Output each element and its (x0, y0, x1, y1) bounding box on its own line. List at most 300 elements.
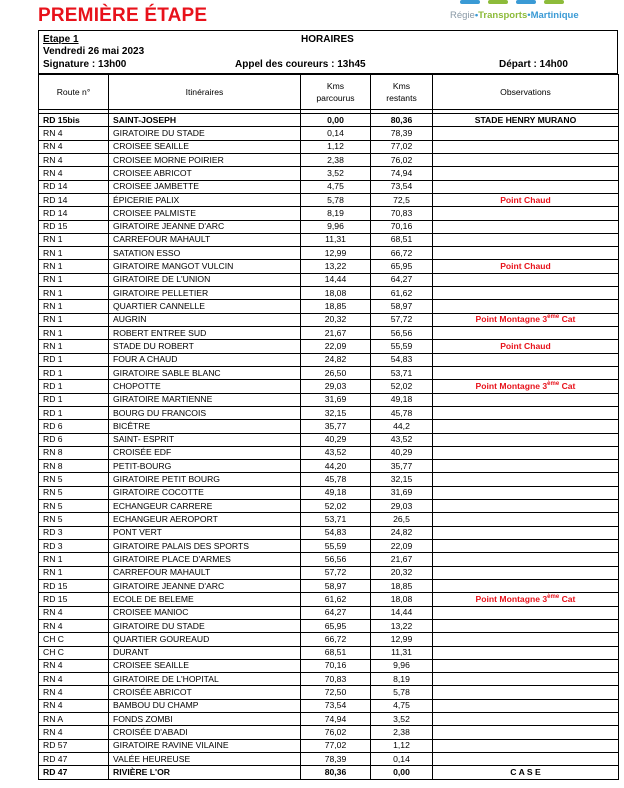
kms-parcourus-cell: 18,08 (301, 287, 371, 300)
route-cell: RD 1 (39, 366, 109, 379)
kms-parcourus-cell: 21,67 (301, 327, 371, 340)
kms-parcourus-cell: 18,85 (301, 300, 371, 313)
kms-restants-cell: 24,82 (371, 526, 433, 539)
table-row (39, 247, 619, 260)
observation-cell (433, 167, 619, 180)
itinerary-cell: BAMBOU DU CHAMP (109, 699, 301, 712)
route-cell: RN 1 (39, 553, 109, 566)
kms-parcourus-cell: 43,52 (301, 446, 371, 459)
kms-parcourus-cell: 35,77 (301, 420, 371, 433)
stage-date: Vendredi 26 mai 2023 (43, 46, 145, 57)
route-cell: RN 8 (39, 446, 109, 459)
observation-cell (433, 233, 619, 246)
route-cell: RN 4 (39, 153, 109, 166)
stage-label: Etape 1 (43, 34, 79, 45)
observation-cell (433, 646, 619, 659)
observation-cell (433, 713, 619, 726)
observation-cell (433, 673, 619, 686)
route-cell: RD 15 (39, 579, 109, 592)
kms-parcourus-cell: 77,02 (301, 739, 371, 752)
table-row (39, 699, 619, 712)
logo-graphic (450, 0, 610, 5)
itinerary-cell: DURANT (109, 646, 301, 659)
route-cell: RD 1 (39, 393, 109, 406)
kms-restants-cell: 45,78 (371, 406, 433, 419)
col-kms-parcourus: Kms parcourus (301, 75, 371, 110)
route-cell: RN 4 (39, 606, 109, 619)
table-row (39, 220, 619, 233)
table-row (39, 180, 619, 193)
kms-restants-cell: 8,19 (371, 673, 433, 686)
kms-restants-cell: 55,59 (371, 340, 433, 353)
kms-parcourus-cell: 29,03 (301, 380, 371, 393)
route-cell: RN 1 (39, 287, 109, 300)
observation-cell (433, 726, 619, 739)
kms-restants-cell: 49,18 (371, 393, 433, 406)
route-cell: RN 1 (39, 247, 109, 260)
itinerary-cell: GIRATOIRE SABLE BLANC (109, 366, 301, 379)
table-row (39, 659, 619, 672)
kms-restants-cell: 68,51 (371, 233, 433, 246)
observation-cell (433, 420, 619, 433)
observation-cell (433, 353, 619, 366)
observation-cell: C A S E (433, 766, 619, 779)
table-row (39, 353, 619, 366)
observation-cell (433, 500, 619, 513)
kms-parcourus-cell: 68,51 (301, 646, 371, 659)
observation-cell (433, 153, 619, 166)
route-cell: RD 6 (39, 433, 109, 446)
table-row (39, 579, 619, 592)
itinerary-cell: CROISEE MANIOC (109, 606, 301, 619)
table-row (39, 233, 619, 246)
kms-restants-cell: 70,16 (371, 220, 433, 233)
kms-parcourus-cell: 11,31 (301, 233, 371, 246)
kms-restants-cell: 0,00 (371, 766, 433, 779)
kms-parcourus-cell: 54,83 (301, 526, 371, 539)
itinerary-cell: STADE DU ROBERT (109, 340, 301, 353)
kms-restants-cell: 78,39 (371, 127, 433, 140)
route-cell: RD 6 (39, 420, 109, 433)
kms-restants-cell: 22,09 (371, 540, 433, 553)
kms-restants-cell: 65,95 (371, 260, 433, 273)
kms-parcourus-cell: 3,52 (301, 167, 371, 180)
table-header-row (39, 75, 619, 110)
kms-parcourus-cell: 70,16 (301, 659, 371, 672)
kms-parcourus-cell: 55,59 (301, 540, 371, 553)
observation-cell: Point Chaud (433, 340, 619, 353)
route-cell: RN 1 (39, 273, 109, 286)
kms-parcourus-cell: 22,09 (301, 340, 371, 353)
table-row (39, 753, 619, 766)
route-cell: RN 8 (39, 460, 109, 473)
observation-cell (433, 619, 619, 632)
kms-parcourus-cell: 58,97 (301, 579, 371, 592)
kms-parcourus-cell: 76,02 (301, 726, 371, 739)
kms-restants-cell: 74,94 (371, 167, 433, 180)
observation-cell (433, 446, 619, 459)
kms-parcourus-cell: 44,20 (301, 460, 371, 473)
table-row (39, 619, 619, 632)
page-title: PREMIÈRE ÉTAPE (38, 5, 208, 26)
itinerary-cell: AUGRIN (109, 313, 301, 326)
observation-cell (433, 460, 619, 473)
table-row (39, 207, 619, 220)
itinerary-cell: CROISEE MORNE POIRIER (109, 153, 301, 166)
table-row (39, 526, 619, 539)
table-row (39, 486, 619, 499)
route-cell: RD 47 (39, 753, 109, 766)
route-cell: RN 1 (39, 300, 109, 313)
itinerary-cell: GIRATOIRE JEANNE D'ARC (109, 220, 301, 233)
kms-restants-cell: 5,78 (371, 686, 433, 699)
itinerary-cell: CROISEE SEAILLE (109, 659, 301, 672)
kms-parcourus-cell: 53,71 (301, 513, 371, 526)
route-cell: RN 4 (39, 673, 109, 686)
observation-cell (433, 606, 619, 619)
itinerary-cell: CROISEE PALMISTE (109, 207, 301, 220)
itinerary-cell: GIRATOIRE MARTIENNE (109, 393, 301, 406)
route-cell: RD 15bis (39, 114, 109, 127)
kms-parcourus-cell: 9,96 (301, 220, 371, 233)
table-row (39, 686, 619, 699)
route-cell: RD 1 (39, 380, 109, 393)
itinerary-cell: QUARTIER GOUREAUD (109, 633, 301, 646)
itinerary-cell: FONDS ZOMBI (109, 713, 301, 726)
kms-restants-cell: 58,97 (371, 300, 433, 313)
observation-cell (433, 207, 619, 220)
table-row (39, 540, 619, 553)
kms-parcourus-cell: 32,15 (301, 406, 371, 419)
kms-restants-cell: 77,02 (371, 140, 433, 153)
itinerary-cell: GIRATOIRE DU STADE (109, 619, 301, 632)
route-cell: RN 4 (39, 167, 109, 180)
route-cell: RN 4 (39, 659, 109, 672)
route-cell: RD 47 (39, 766, 109, 779)
table-row (39, 127, 619, 140)
observation-cell (433, 406, 619, 419)
observation-cell: Point Chaud (433, 193, 619, 206)
kms-parcourus-cell: 14,44 (301, 273, 371, 286)
table-row (39, 193, 619, 206)
kms-parcourus-cell: 80,36 (301, 766, 371, 779)
itinerary-cell: ROBERT ENTREE SUD (109, 327, 301, 340)
table-row (39, 340, 619, 353)
kms-restants-cell: 40,29 (371, 446, 433, 459)
table-row (39, 553, 619, 566)
horaires-heading: HORAIRES (301, 34, 354, 45)
itinerary-cell: GIRATOIRE JEANNE D'ARC (109, 579, 301, 592)
route-cell: RD 14 (39, 193, 109, 206)
route-cell: CH C (39, 646, 109, 659)
table-row (39, 114, 619, 127)
itinerary-cell: GIRATOIRE DE L'UNION (109, 273, 301, 286)
kms-parcourus-cell: 40,29 (301, 433, 371, 446)
kms-parcourus-cell: 5,78 (301, 193, 371, 206)
kms-restants-cell: 70,83 (371, 207, 433, 220)
itinerary-cell: GIRATOIRE PETIT BOURG (109, 473, 301, 486)
kms-restants-cell: 31,69 (371, 486, 433, 499)
route-cell: RD 3 (39, 526, 109, 539)
table-row (39, 366, 619, 379)
itinerary-cell: BICÊTRE (109, 420, 301, 433)
kms-restants-cell: 21,67 (371, 553, 433, 566)
kms-restants-cell: 72,5 (371, 193, 433, 206)
route-cell: CH C (39, 633, 109, 646)
route-cell: RN 5 (39, 473, 109, 486)
itinerary-cell: PETIT-BOURG (109, 460, 301, 473)
route-cell: RN 5 (39, 513, 109, 526)
observation-cell (433, 127, 619, 140)
kms-parcourus-cell: 72,50 (301, 686, 371, 699)
kms-parcourus-cell: 66,72 (301, 633, 371, 646)
kms-restants-cell: 12,99 (371, 633, 433, 646)
kms-parcourus-cell: 49,18 (301, 486, 371, 499)
kms-restants-cell: 26,5 (371, 513, 433, 526)
itinerary-cell: ECHANGEUR CARRERE (109, 500, 301, 513)
table-row (39, 766, 619, 779)
kms-restants-cell: 2,38 (371, 726, 433, 739)
observation-cell (433, 247, 619, 260)
kms-restants-cell: 56,56 (371, 327, 433, 340)
route-cell: RN 4 (39, 699, 109, 712)
kms-restants-cell: 4,75 (371, 699, 433, 712)
route-cell: RN 4 (39, 726, 109, 739)
observation-cell (433, 180, 619, 193)
observation-cell (433, 366, 619, 379)
kms-parcourus-cell: 56,56 (301, 553, 371, 566)
kms-parcourus-cell: 1,12 (301, 140, 371, 153)
kms-parcourus-cell: 12,99 (301, 247, 371, 260)
itinerary-cell: CROISEE SEAILLE (109, 140, 301, 153)
kms-restants-cell: 9,96 (371, 659, 433, 672)
itinerary-cell: GIRATOIRE PALAIS DES SPORTS (109, 540, 301, 553)
itinerary-cell: GIRATOIRE COCOTTE (109, 486, 301, 499)
route-cell: RD 3 (39, 540, 109, 553)
route-cell: RN A (39, 713, 109, 726)
logo (450, 0, 610, 24)
itinerary-cell: ECHANGEUR AEROPORT (109, 513, 301, 526)
observation-cell (433, 220, 619, 233)
kms-restants-cell: 43,52 (371, 433, 433, 446)
table-row (39, 739, 619, 752)
observation-cell (433, 287, 619, 300)
route-cell: RN 1 (39, 327, 109, 340)
table-row (39, 473, 619, 486)
itinerary-cell: PONT VERT (109, 526, 301, 539)
kms-restants-cell: 18,85 (371, 579, 433, 592)
kms-parcourus-cell: 78,39 (301, 753, 371, 766)
observation-cell (433, 553, 619, 566)
table-row (39, 406, 619, 419)
appel-time: Appel des coureurs : 13h45 (235, 59, 366, 70)
col-route: Route n° (39, 75, 109, 110)
observation-cell (433, 540, 619, 553)
kms-parcourus-cell: 24,82 (301, 353, 371, 366)
route-cell: RD 14 (39, 180, 109, 193)
observation-cell: STADE HENRY MURANO (433, 114, 619, 127)
route-cell: RN 4 (39, 127, 109, 140)
kms-restants-cell: 35,77 (371, 460, 433, 473)
observation-cell (433, 300, 619, 313)
route-cell: RD 15 (39, 220, 109, 233)
itinerary-cell: CARREFOUR MAHAULT (109, 233, 301, 246)
logo-text: Régie•Transports•Martinique (450, 10, 579, 21)
itinerary-cell: VALÉE HEUREUSE (109, 753, 301, 766)
observation-cell (433, 579, 619, 592)
table-row (39, 500, 619, 513)
kms-parcourus-cell: 0,14 (301, 127, 371, 140)
route-cell: RD 1 (39, 406, 109, 419)
itinerary-cell: CROISÉE EDF (109, 446, 301, 459)
itinerary-cell: GIRATOIRE PLACE D'ARMES (109, 553, 301, 566)
schedule-table (38, 74, 619, 780)
itinerary-cell: CROISÉE D'ABADI (109, 726, 301, 739)
col-kms-restants: Kms restants (371, 75, 433, 110)
route-cell: RD 1 (39, 353, 109, 366)
observation-cell: Point Chaud (433, 260, 619, 273)
itinerary-cell: RIVIÈRE L'OR (109, 766, 301, 779)
kms-parcourus-cell: 0,00 (301, 114, 371, 127)
kms-restants-cell: 14,44 (371, 606, 433, 619)
route-cell: RN 4 (39, 686, 109, 699)
kms-restants-cell: 57,72 (371, 313, 433, 326)
kms-parcourus-cell: 45,78 (301, 473, 371, 486)
table-row (39, 606, 619, 619)
observation-cell: Point Montagne 3ème Cat (433, 593, 619, 606)
itinerary-cell: GIRATOIRE PELLETIER (109, 287, 301, 300)
itinerary-cell: GIRATOIRE RAVINE VILAINE (109, 739, 301, 752)
route-cell: RN 1 (39, 313, 109, 326)
observation-cell (433, 526, 619, 539)
table-row (39, 513, 619, 526)
table-row (39, 393, 619, 406)
kms-restants-cell: 52,02 (371, 380, 433, 393)
kms-restants-cell: 76,02 (371, 153, 433, 166)
table-row (39, 167, 619, 180)
itinerary-cell: CROISEE JAMBETTE (109, 180, 301, 193)
route-cell: RN 5 (39, 500, 109, 513)
table-row (39, 260, 619, 273)
route-cell: RN 4 (39, 619, 109, 632)
observation-cell (433, 686, 619, 699)
stage-header (38, 30, 618, 74)
table-row (39, 140, 619, 153)
table-row (39, 273, 619, 286)
table-row (39, 713, 619, 726)
itinerary-cell: GIRATOIRE DE L'HOPITAL (109, 673, 301, 686)
kms-restants-cell: 18,08 (371, 593, 433, 606)
kms-restants-cell: 44,2 (371, 420, 433, 433)
table-row (39, 433, 619, 446)
itinerary-cell: BOURG DU FRANCOIS (109, 406, 301, 419)
kms-restants-cell: 11,31 (371, 646, 433, 659)
signature-time: Signature : 13h00 (43, 59, 127, 70)
table-row (39, 327, 619, 340)
table-row (39, 300, 619, 313)
kms-parcourus-cell: 65,95 (301, 619, 371, 632)
itinerary-cell: GIRATOIRE MANGOT VULCIN (109, 260, 301, 273)
observation-cell (433, 753, 619, 766)
kms-restants-cell: 3,52 (371, 713, 433, 726)
observation-cell (433, 659, 619, 672)
observation-cell: Point Montagne 3ème Cat (433, 380, 619, 393)
table-row (39, 287, 619, 300)
observation-cell (433, 513, 619, 526)
kms-restants-cell: 32,15 (371, 473, 433, 486)
kms-parcourus-cell: 4,75 (301, 180, 371, 193)
col-itineraires: Itinéraires (109, 75, 301, 110)
observation-cell: Point Montagne 3ème Cat (433, 313, 619, 326)
kms-restants-cell: 53,71 (371, 366, 433, 379)
itinerary-cell: SAINT- ESPRIT (109, 433, 301, 446)
table-row (39, 566, 619, 579)
itinerary-cell: CARREFOUR MAHAULT (109, 566, 301, 579)
itinerary-cell: SATATION ESSO (109, 247, 301, 260)
kms-parcourus-cell: 73,54 (301, 699, 371, 712)
table-row (39, 153, 619, 166)
observation-cell (433, 699, 619, 712)
table-row (39, 633, 619, 646)
col-observations: Observations (433, 75, 619, 110)
route-cell: RN 1 (39, 340, 109, 353)
kms-restants-cell: 20,32 (371, 566, 433, 579)
itinerary-cell: FOUR A CHAUD (109, 353, 301, 366)
kms-parcourus-cell: 64,27 (301, 606, 371, 619)
observation-cell (433, 273, 619, 286)
kms-parcourus-cell: 52,02 (301, 500, 371, 513)
kms-parcourus-cell: 13,22 (301, 260, 371, 273)
table-row (39, 420, 619, 433)
table-row (39, 726, 619, 739)
observation-cell (433, 566, 619, 579)
observation-cell (433, 486, 619, 499)
kms-parcourus-cell: 20,32 (301, 313, 371, 326)
route-cell: RD 14 (39, 207, 109, 220)
itinerary-cell: GIRATOIRE DU STADE (109, 127, 301, 140)
kms-parcourus-cell: 70,83 (301, 673, 371, 686)
observation-cell (433, 327, 619, 340)
itinerary-cell: CROISÉE ABRICOT (109, 686, 301, 699)
itinerary-cell: SAINT-JOSEPH (109, 114, 301, 127)
itinerary-cell: ÉPICERIE PALIX (109, 193, 301, 206)
kms-parcourus-cell: 8,19 (301, 207, 371, 220)
kms-restants-cell: 73,54 (371, 180, 433, 193)
itinerary-cell: CROISEE ABRICOT (109, 167, 301, 180)
kms-restants-cell: 0,14 (371, 753, 433, 766)
kms-restants-cell: 29,03 (371, 500, 433, 513)
table-row (39, 460, 619, 473)
route-cell: RD 57 (39, 739, 109, 752)
kms-restants-cell: 80,36 (371, 114, 433, 127)
observation-cell (433, 739, 619, 752)
table-row (39, 673, 619, 686)
kms-restants-cell: 64,27 (371, 273, 433, 286)
itinerary-cell: CHOPOTTE (109, 380, 301, 393)
kms-restants-cell: 1,12 (371, 739, 433, 752)
table-row (39, 593, 619, 606)
route-cell: RN 5 (39, 486, 109, 499)
observation-cell (433, 393, 619, 406)
kms-restants-cell: 66,72 (371, 247, 433, 260)
route-cell: RN 4 (39, 140, 109, 153)
depart-time: Départ : 14h00 (499, 59, 568, 70)
kms-restants-cell: 13,22 (371, 619, 433, 632)
table-row (39, 313, 619, 326)
route-cell: RN 1 (39, 233, 109, 246)
observation-cell (433, 473, 619, 486)
itinerary-cell: QUARTIER CANNELLE (109, 300, 301, 313)
